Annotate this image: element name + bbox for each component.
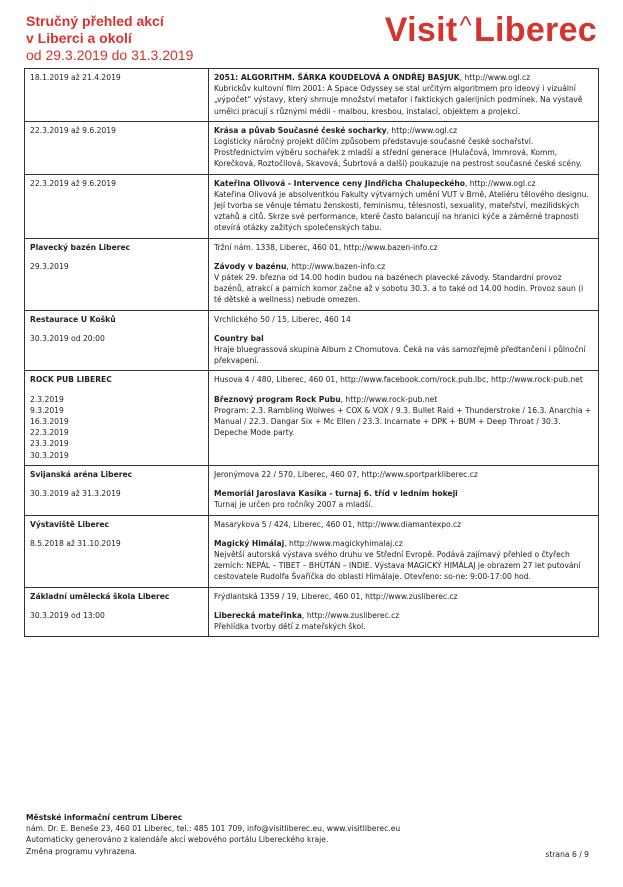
header-title-line1: Stručný přehled akcí — [26, 13, 164, 29]
event-link[interactable]: , http://www.ogl.cz — [464, 178, 536, 188]
event-venue-date-cell — [25, 515, 209, 587]
event-detail-cell — [209, 587, 599, 637]
event-venue-date-cell — [25, 174, 209, 238]
event-dates: 22.3.2019 až 9.6.2019 — [30, 178, 116, 188]
event-detail-cell — [209, 238, 599, 310]
event-description: Přehlídka tvorby dětí z mateřských škol. — [214, 621, 366, 631]
logo-caret: ^ — [459, 10, 472, 40]
event-title: Březnový program Rock Pubu — [214, 394, 341, 404]
events-table — [24, 68, 599, 637]
event-row — [25, 465, 599, 515]
event-link[interactable]: , http://www.rock-pub.net — [340, 394, 438, 404]
venue-name: Výstaviště Liberec — [30, 519, 110, 529]
event-description: Logisticky náročný projekt dílčím způsobem představuje současné české sochařství. Prostřednictvím výběru sochařek z mladší a střední generace (Hulačová, Immrová, Komm, Korečková, Roztočilová, Skavová, Šubrtová a další) poukazuje na pestrost současné české scény. — [214, 137, 582, 169]
event-title: 2051: ALGORITHM. ŠÁRKA KOUDELOVÁ A ONDŘEJ BASJUK — [214, 73, 460, 82]
event-detail-cell — [209, 69, 599, 122]
event-row — [25, 515, 599, 587]
header-title-line2: v Liberci a okolí — [26, 30, 132, 46]
event-title: Country bal — [214, 333, 264, 343]
event-dates: 18.1.2019 až 21.4.2019 — [30, 73, 121, 82]
event-row — [25, 238, 599, 310]
event-title: Liberecká mateřinka — [214, 610, 302, 620]
event-link[interactable]: , http://www.zusliberec.cz — [302, 610, 400, 620]
event-title: Krása a půvab Současné české socharky — [214, 125, 387, 135]
event-venue-date-cell — [25, 121, 209, 174]
event-row — [25, 121, 599, 174]
event-description: V pátek 29. března od 14.00 hodin budou na bazénech plavecké závody. Standardní provoz bazénů, atrakcí a parních komor začne až v sobotu 30.3. a to také od 14.00 hodin. Provoz saun (i té dětské a wellness) nebude omezen. — [214, 273, 584, 305]
page-number: strana 6 / 9 — [545, 850, 589, 859]
event-venue-date-cell — [25, 371, 209, 465]
venue-address: Husova 4 / 480, Liberec, 460 01, http://www.facebook.com/rock.pub.lbc, http://www.rock-pub.net — [214, 375, 583, 385]
event-row — [25, 174, 599, 238]
event-link[interactable]: , http://www.ogl.cz — [386, 125, 458, 135]
footer-address: nám. Dr. E. Beneše 23, 460 01 Liberec, tel.: 485 101 709, info@visitliberec.eu, www.visitliberec.eu — [26, 824, 401, 834]
event-description: Největší autorská výstava svého druhu ve Střední Evropě. Podává zajímavý přehled o čtyřech zemích: NEPÁL – TIBET – BHÚTÁN – INDIE. Výstava MAGICKÝ HIMÁLAJ je obrazem 27 let putování cestovatele Rudolfa Švaříčka do oblasti Himálaje. Otevřeno: so-ne: 9:00-17:00 hod. — [214, 549, 581, 582]
event-row — [25, 371, 599, 465]
venue-name: Svijanská aréna Liberec — [30, 469, 133, 479]
event-venue-date-cell — [25, 69, 209, 122]
event-description: Kubrickův kultovní film 2001: A Space Odyssey se stal určitým algoritmem pro ideový i vizuální „výpočet“ výstavy, který shrnuje množství metafor i faktických galerijních podmínek. Na výstavě umělci pracují s různými médii - malbou, kresbou, instalací, objektem a projekcí. — [214, 84, 583, 116]
venue-address: Frýdlantská 1359 / 19, Liberec, 460 01, http://www.zusliberec.cz — [214, 591, 458, 601]
visit-liberec-logo — [385, 10, 597, 52]
event-title: Kateřina Olivová - Intervence ceny Jindřicha Chalupeckého — [214, 178, 465, 188]
event-dates: 29.3.2019 — [30, 261, 69, 271]
event-dates: 2.3.2019 9.3.2019 16.3.2019 22.3.2019 23.3.2019 30.3.2019 — [30, 394, 69, 460]
event-venue-date-cell — [25, 238, 209, 310]
event-description: Program: 2.3. Rambling Wolwes + COX & VOX / 9.3. Bullet Raid + Thunderstroke / 16.3. Anarchia + Manual / 22.3. Dangar Six + Mc Ellen / 23.3. Incarnate + DPK + BUM + Deep Throat / 30.3. Depeche Mode party. — [214, 405, 592, 438]
event-title: Magický Himálaj — [214, 538, 285, 548]
venue-name: Plavecký bazén Liberec — [30, 242, 131, 252]
event-description: Hraje bluegrassová skupina Album z Chomutova. Čeká na vás samozřejmě předtančení i půlnoční překvapení. — [214, 345, 586, 366]
event-dates: 8.5.2018 až 31.10.2019 — [30, 538, 121, 548]
page-footer — [26, 812, 400, 857]
logo-text-visit: Visit — [384, 11, 458, 49]
event-detail-cell — [209, 174, 599, 238]
header-date-range: od 29.3.2019 do 31.3.2019 — [26, 47, 194, 63]
event-detail-cell — [209, 465, 599, 515]
event-detail-cell — [209, 371, 599, 465]
document-header — [26, 13, 193, 64]
event-venue-date-cell — [25, 587, 209, 637]
event-title: Memoriál Jaroslava Kasíka - turnaj 6. tříd v ledním hokeji — [214, 489, 458, 499]
footer-note-changes: Změna programu vyhrazena. — [26, 846, 137, 856]
event-venue-date-cell — [25, 310, 209, 371]
venue-name: ROCK PUB LIBEREC — [30, 375, 112, 385]
event-detail-cell — [209, 121, 599, 174]
event-dates: 30.3.2019 od 13:00 — [30, 610, 105, 620]
footer-organization: Městské informační centrum Liberec — [26, 813, 183, 822]
event-link[interactable]: , http://www.ogl.cz — [459, 73, 531, 82]
venue-address: Tržní nám. 1338, Liberec, 460 01, http://www.bazen-info.cz — [214, 242, 438, 252]
footer-note-generated: Automaticky generováno z kalendáře akcí webového portálu Libereckého kraje. — [26, 835, 329, 845]
event-description: Turnaj je určen pro ročníky 2007 a mladší. — [214, 500, 374, 510]
event-link[interactable]: , http://www.bazen-info.cz — [286, 261, 386, 271]
event-title: Závody v bazénu — [214, 261, 287, 271]
event-dates: 22.3.2019 až 9.6.2019 — [30, 125, 116, 135]
event-link[interactable]: , http://www.magickyhimalaj.cz — [284, 538, 403, 548]
venue-name: Základní umělecká škola Liberec — [30, 591, 170, 601]
event-detail-cell — [209, 515, 599, 587]
event-row — [25, 587, 599, 637]
event-dates: 30.3.2019 až 31.3.2019 — [30, 489, 121, 499]
logo-text-liberec: Liberec — [473, 11, 597, 49]
event-dates: 30.3.2019 od 20:00 — [30, 333, 105, 343]
venue-address: Jeronýmova 22 / 570, Liberec, 460 07, http://www.sportparkliberec.cz — [214, 469, 478, 479]
event-description: Kateřina Olivová je absolventkou Fakulty výtvarných umění VUT v Brně, Ateliéru tělového designu. Její tvorba se věnuje tématu ženskosti, feminismu, tělesnosti, sexuality, mateřství, mezilidských vztahů a citů. Skrze své performance, které často balancují na hranici kýče a záměrné trapnosti otevírá otázky zažitých společenských tabu. — [214, 189, 589, 233]
event-row — [25, 310, 599, 371]
venue-name: Restaurace U Košků — [30, 314, 116, 324]
venue-address: Vrchlického 50 / 15, Liberec, 460 14 — [214, 314, 351, 324]
event-row — [25, 69, 599, 122]
event-detail-cell — [209, 310, 599, 371]
venue-address: Masarykova 5 / 424, Liberec, 460 01, http://www.diamantexpo.cz — [214, 519, 462, 529]
event-venue-date-cell — [25, 465, 209, 515]
